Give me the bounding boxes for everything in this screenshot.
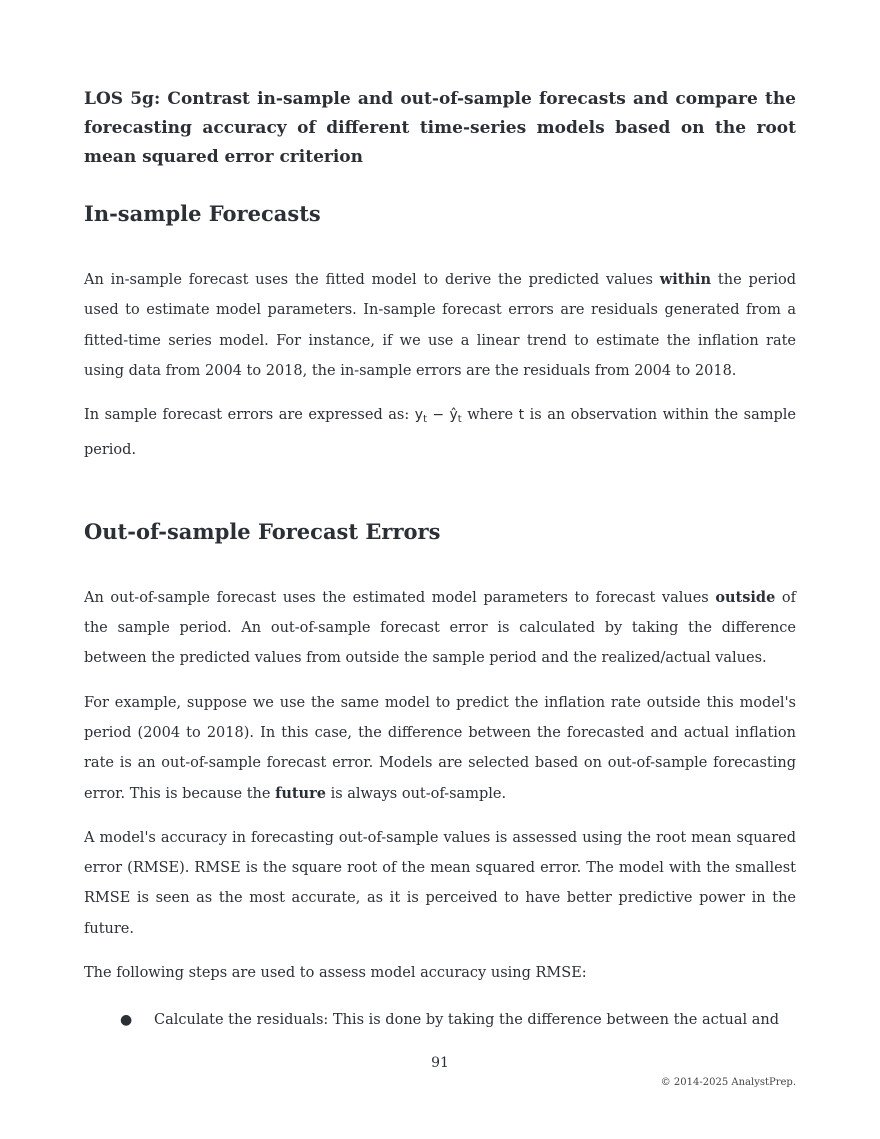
in-sample-heading: In-sample Forecasts: [84, 201, 321, 226]
text-span: the period used to estimate model parameters. In-sample forecast errors are residuals generated from a fitted-time series model. For instance, if we use a linear trend to estimate the inflation rate using data from 2004 to 2018, the in-sample errors are the residuals from 2004 to 2018.: [84, 272, 796, 379]
emphasis-within: within: [659, 271, 712, 288]
formula-subscript: t: [457, 414, 462, 426]
text-span: is always out-of-sample.: [325, 785, 507, 802]
formula-subscript: t: [423, 414, 427, 426]
formula-y: y: [414, 407, 424, 424]
text-span: of the sample period. An out-of-sample forecast error is calculated by taking the difference between the predicted values from outside the sample period and the realized/actual values.: [84, 589, 796, 667]
formula-t: t: [518, 407, 525, 424]
formula-minus: −: [426, 407, 450, 424]
out-of-sample-paragraph-2: [84, 688, 796, 809]
out-of-sample-paragraph-1: [84, 583, 796, 674]
text-span: where: [461, 407, 519, 424]
list-item-text: Calculate the residuals: This is done by taking the difference between the actual and: [154, 1012, 780, 1029]
text-span: An in-sample forecast uses the fitted model to derive the predicted values: [84, 272, 660, 288]
out-of-sample-paragraph-3: A model's accuracy in forecasting out-of-sample values is assessed using the root mean squared error (RMSE). RMSE is the square root of the mean squared error. The model with the smallest RMSE is seen as the most accurate, as it is perceived to have better predictive power in the future.: [84, 829, 796, 937]
formula-y-hat: ŷ: [449, 407, 458, 424]
copyright-notice: © 2014-2025 AnalystPrep.: [660, 1077, 796, 1088]
bullet-icon: ●: [120, 1012, 133, 1029]
text-span: For example, suppose we use the same model to predict the inflation rate outside this model's period (2004 to 2018). In this case, the difference between the forecasted and actual inflation rate is an out-of-sample forecast error. Models are selected based on out-of-sample forecasting error. This is because the: [84, 694, 796, 802]
emphasis-outside: outside: [715, 588, 776, 606]
los-heading: LOS 5g: Contrast in-sample and out-of-sample forecasts and compare the forecasting accuracy of different time-series models based on the root mean squared error criterion: [84, 89, 796, 167]
out-of-sample-heading: Out-of-sample Forecast Errors: [84, 518, 441, 544]
error-formula: [414, 407, 462, 426]
out-of-sample-paragraph-4: The following steps are used to assess model accuracy using RMSE:: [84, 965, 587, 982]
text-span: is an observation within the sample period.: [84, 407, 796, 459]
text-span: In sample forecast errors are expressed as:: [84, 407, 415, 424]
steps-list: [84, 1005, 796, 1035]
text-span: An out-of-sample forecast uses the estimated model parameters to forecast values: [84, 589, 716, 606]
page-number: 91: [431, 1055, 449, 1071]
list-item: [84, 1005, 796, 1035]
in-sample-paragraph-1: [84, 265, 796, 386]
in-sample-paragraph-2: [84, 400, 796, 466]
document-page: [84, 85, 796, 1035]
emphasis-future: future: [275, 784, 326, 802]
